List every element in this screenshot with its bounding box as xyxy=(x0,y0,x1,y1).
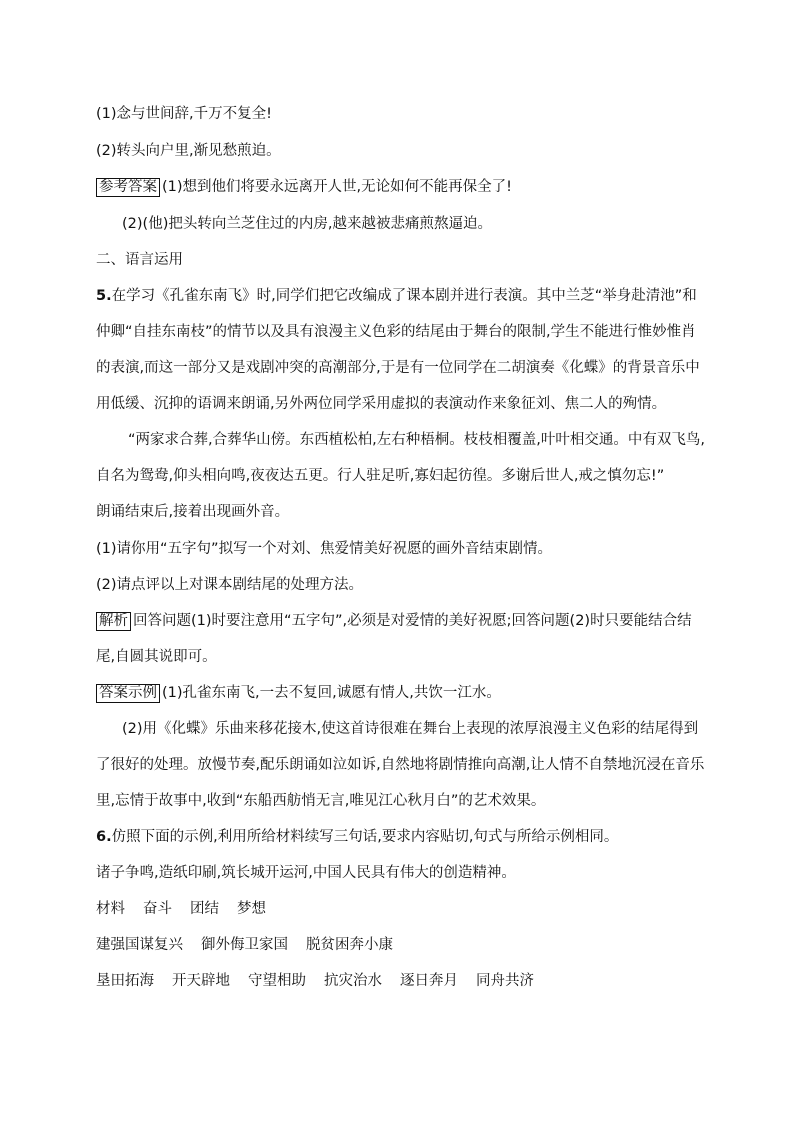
material-item: 开天辟地 xyxy=(172,973,230,989)
material-row-1 xyxy=(96,899,284,919)
analysis-text-1: 回答问题(1)时要注意用“五字句”,必须是对爱情的美好祝愿;回答问题(2)时只要能结合结 xyxy=(133,613,692,629)
section-title: 二、语言运用 xyxy=(96,252,183,268)
analysis-line-2: 尾,自圆其说即可。 xyxy=(96,649,217,665)
material-item: 守望相助 xyxy=(248,973,306,989)
question-5-stem-line-4: 用低缓、沉抑的语调来朗诵,另外两位同学采用虚拟的表演动作来象征刘、焦二人的殉情。 xyxy=(96,396,667,412)
example-answer-line-2: (2)用《化蝶》乐曲来移花接木,使这首诗很难在舞台上表现的浓厚浪漫主义色彩的结尾得到 xyxy=(122,721,699,737)
poem-line-item-2: (2)转头向户里,渐见愁煎迫。 xyxy=(96,143,281,159)
analysis-label: 解析 xyxy=(96,612,131,631)
poem-quote-line-1: “两家求合葬,合葬华山傍。东西植松柏,左右种梧桐。枝枝相覆盖,叶叶相交通。中有双飞鸟, xyxy=(128,432,705,448)
material-item: 团结 xyxy=(190,901,219,917)
example-answer-label: 答案示例 xyxy=(96,684,160,703)
material-item: 逐日奔月 xyxy=(400,973,458,989)
reference-answer-line-1 xyxy=(96,177,512,197)
material-item: 奋斗 xyxy=(143,901,172,917)
material-item: 建强国谋复兴 xyxy=(96,937,183,953)
question-6-number: 6. xyxy=(96,829,112,845)
question-6-example: 诸子争鸣,造纸印刷,筑长城开运河,中国人民具有伟大的创造精神。 xyxy=(96,865,516,881)
material-item: 材料 xyxy=(96,901,125,917)
material-item: 抗灾治水 xyxy=(324,973,382,989)
question-5-stem-line-2: 仲卿“自挂东南枝”的情节以及具有浪漫主义色彩的结尾由于舞台的限制,学生不能进行惟妙惟肖 xyxy=(96,324,696,340)
question-6-stem-text: 仿照下面的示例,利用所给材料续写三句话,要求内容贴切,句式与所给示例相同。 xyxy=(111,829,619,845)
question-6-stem xyxy=(96,827,618,847)
material-item: 脱贫困奔小康 xyxy=(306,937,393,953)
question-5-stem-line-3: 的表演,而这一部分又是戏剧冲突的高潮部分,于是有一位同学在二胡演奏《化蝶》的背景音乐中 xyxy=(96,360,700,376)
example-answer-text-1: (1)孔雀东南飞,一去不复回,诚愿有情人,共饮一江水。 xyxy=(162,685,501,701)
material-row-3 xyxy=(96,971,552,991)
example-answer-line-4: 里,忘情于故事中,收到“东船西舫悄无言,唯见江心秋月白”的艺术效果。 xyxy=(96,793,546,809)
after-poem-line: 朗诵结束后,接着出现画外音。 xyxy=(96,504,290,520)
poem-quote-line-2: 自名为鸳鸯,仰头相向鸣,夜夜达五更。行人驻足听,寡妇起彷徨。多谢后世人,戒之慎勿忘!” xyxy=(96,468,665,484)
reference-answer-text-1: (1)想到他们将要永远离开人世,无论如何不能再保全了! xyxy=(162,179,512,195)
question-5-sub-1: (1)请你用“五字句”拟写一个对刘、焦爱情美好祝愿的画外音结束剧情。 xyxy=(96,541,553,557)
question-5-stem-line-1 xyxy=(96,286,697,306)
question-5-stem-text-1: 在学习《孔雀东南飞》时,同学们把它改编成了课本剧并进行表演。其中兰芝“举身赴清池”和 xyxy=(111,288,697,304)
poem-line-item-1: (1)念与世间辞,千万不复全! xyxy=(96,106,272,122)
material-item: 同舟共济 xyxy=(476,973,534,989)
material-item: 御外侮卫家国 xyxy=(201,937,288,953)
material-row-2 xyxy=(96,935,411,955)
question-5-sub-2: (2)请点评以上对课本剧结尾的处理方法。 xyxy=(96,577,364,593)
analysis-line-1 xyxy=(96,611,692,631)
material-item: 垦田拓海 xyxy=(96,973,154,989)
reference-answer-label: 参考答案 xyxy=(96,178,160,197)
example-answer-line-3: 了很好的处理。放慢节奏,配乐朗诵如泣如诉,自然地将剧情推向高潮,让人情不自禁地沉浸在音乐 xyxy=(96,757,705,773)
material-item: 梦想 xyxy=(237,901,266,917)
example-answer-line-1 xyxy=(96,683,501,703)
question-5-number: 5. xyxy=(96,288,112,304)
reference-answer-line-2: (2)(他)把头转向兰芝住过的内房,越来越被悲痛煎熬逼迫。 xyxy=(122,216,492,232)
